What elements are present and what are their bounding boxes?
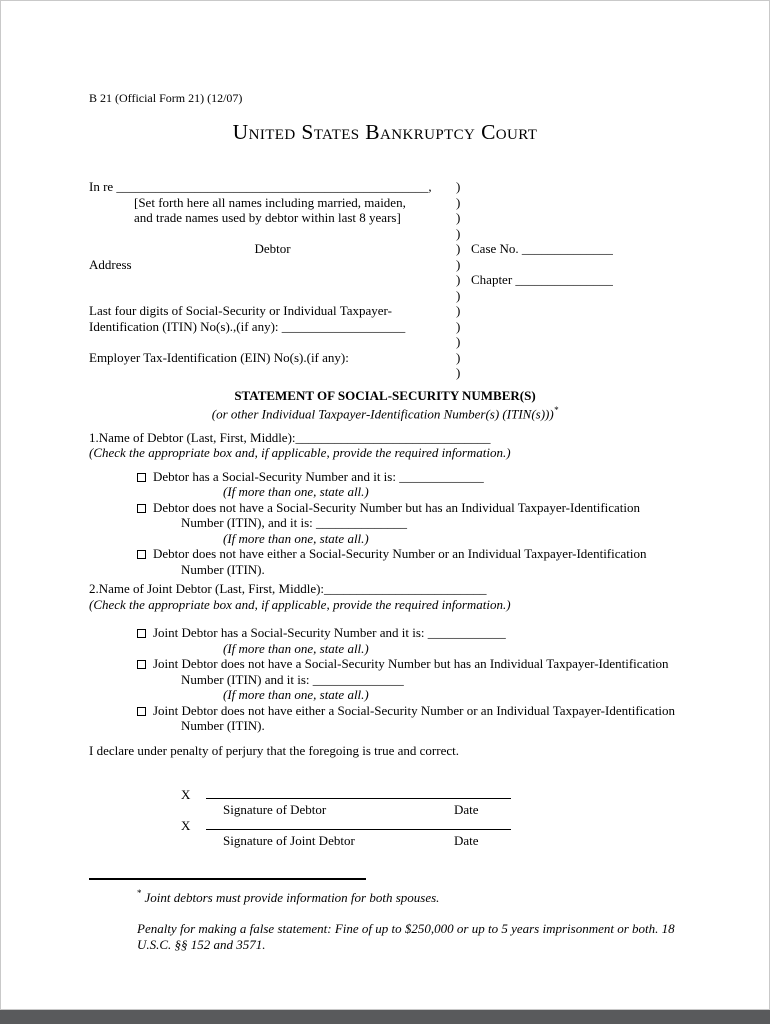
option-label: Debtor has a Social-Security Number and it is: _____________: [153, 468, 484, 484]
caption-paren: ): [456, 225, 461, 241]
caption-row: [89, 303, 681, 319]
caption-paren: ): [456, 256, 461, 272]
caption-row: [89, 272, 681, 288]
option-label-continued: Number (ITIN), and it is: ______________: [181, 515, 408, 531]
option-row: [137, 656, 681, 672]
spouses-footnote-text: Joint debtors must provide information for both spouses.: [144, 889, 440, 905]
joint-debtor-signature-row: [181, 817, 681, 833]
perjury-declaration: I declare under penalty of perjury that the foregoing is true and correct.: [89, 742, 459, 758]
caption-row: [89, 226, 681, 242]
signature-x-label: X: [181, 787, 191, 803]
option-note: (If more than one, state all.): [223, 530, 369, 546]
option-label: Joint Debtor does not have a Social-Security Number but has an Individual Taxpayer-Identification: [153, 656, 669, 672]
caption-paren: ): [456, 349, 461, 365]
option-row: [137, 469, 681, 485]
caption-right: [471, 303, 681, 319]
section2-options: [89, 625, 681, 734]
option-label-continued: Number (ITIN).: [181, 561, 265, 577]
caption-spacer: [89, 365, 456, 381]
debtor-signature-line[interactable]: [206, 786, 511, 799]
joint-debtor-signature-caption: [223, 833, 681, 849]
caption-row: [89, 179, 681, 195]
option-label: Joint Debtor does not have either a Social-Security Number or an Individual Taxpayer-Identification: [153, 702, 676, 718]
joint-debtor-no-number-checkbox[interactable]: [137, 707, 146, 716]
option-row: [137, 703, 681, 719]
joint-debtor-has-ssn-checkbox[interactable]: [137, 629, 146, 638]
statement-subtitle: [89, 403, 681, 422]
caption-right: [471, 288, 681, 304]
alias-instruction-line-1: [Set forth here all names including married, maiden,: [134, 194, 406, 210]
caption-row: [89, 350, 681, 366]
debtor-name-field: 1.Name of Debtor (Last, First, Middle):______________________________: [89, 429, 491, 445]
option-note: (If more than one, state all.): [223, 640, 369, 656]
option-row: [137, 500, 681, 516]
caption-row: [89, 288, 681, 304]
signature-block: [89, 786, 681, 848]
footnote-marker: *: [137, 888, 142, 899]
section2-instruction: (Check the appropriate box and, if applicable, provide the required information.): [89, 596, 511, 612]
caption-paren: ): [456, 194, 461, 210]
option-row: [137, 546, 681, 562]
statement-subtitle-text: (or other Individual Taxpayer-Identification Number(s) (ITIN(s))): [211, 406, 554, 422]
caption-paren: ): [456, 303, 461, 318]
in-re-line: In re ________________________________________________,: [89, 179, 432, 194]
caption-block: [89, 179, 681, 381]
caption-row: [89, 319, 681, 335]
joint-debtor-itin-checkbox[interactable]: [137, 660, 146, 669]
penalty-footnote-line-1: Penalty for making a false statement: Fine of up to $250,000 or up to 5 years imprisonment or both. 18: [137, 921, 675, 937]
address-label: Address: [89, 256, 132, 272]
caption-paren: ): [456, 179, 461, 194]
option-note: (If more than one, state all.): [223, 484, 369, 500]
ssn-last4-line-2: Identification (ITIN) No(s).,(if any): ___________________: [89, 318, 406, 334]
option-label: Debtor does not have a Social-Security Number but has an Individual Taxpayer-Identification: [153, 499, 641, 515]
ein-line: Employer Tax-Identification (EIN) No(s).(if any):: [89, 349, 349, 365]
caption-right: [471, 350, 681, 366]
caption-spacer: [89, 226, 456, 242]
footnote-marker: *: [553, 405, 559, 415]
page-title: United States Bankruptcy Court: [232, 120, 538, 144]
footnote-separator: [89, 878, 366, 880]
spouses-footnote: [137, 886, 681, 905]
form-id: B 21 (Official Form 21) (12/07): [89, 91, 243, 105]
caption-row: [89, 241, 681, 257]
chapter-field: Chapter _______________: [471, 272, 613, 287]
section1-options: [89, 469, 681, 578]
caption-paren: ): [456, 287, 461, 303]
caption-right: [471, 257, 681, 273]
caption-right: [471, 210, 681, 226]
debtor-signature-row: [181, 786, 681, 802]
ssn-last4-line-1: Last four digits of Social-Security or Individual Taxpayer-: [89, 303, 392, 318]
option-label: Debtor does not have either a Social-Security Number or an Individual Taxpayer-Identification: [153, 546, 647, 562]
caption-right: [471, 195, 681, 211]
caption-row: [89, 334, 681, 350]
caption-spacer: [89, 288, 456, 304]
caption-paren: ): [456, 365, 461, 380]
caption-row: [89, 195, 681, 211]
option-note: (If more than one, state all.): [223, 687, 369, 703]
caption-paren: ): [456, 241, 461, 256]
debtor-signature-caption: [223, 802, 681, 818]
caption-right: [471, 319, 681, 335]
caption-row: [89, 257, 681, 273]
caption-paren: ): [456, 334, 461, 349]
option-label-continued: Number (ITIN).: [181, 718, 265, 734]
signature-caption-label: Signature of Debtor: [223, 801, 327, 817]
option-row: [137, 625, 681, 641]
caption-spacer: [89, 272, 456, 288]
penalty-footnote: [137, 921, 681, 952]
debtor-label: Debtor: [254, 241, 291, 256]
caption-spacer: [89, 334, 456, 350]
date-label: Date: [454, 801, 479, 817]
case-no-field: Case No. ______________: [471, 241, 613, 256]
signature-caption-label: Signature of Joint Debtor: [223, 832, 355, 848]
caption-right: [471, 226, 681, 242]
alias-instruction-line-2: and trade names used by debtor within last 8 years]: [134, 210, 401, 225]
debtor-no-number-checkbox[interactable]: [137, 550, 146, 559]
debtor-itin-checkbox[interactable]: [137, 504, 146, 513]
debtor-has-ssn-checkbox[interactable]: [137, 473, 146, 482]
option-label: Joint Debtor has a Social-Security Number and it is: ____________: [153, 625, 506, 641]
caption-row: [89, 210, 681, 226]
section1-instruction: (Check the appropriate box and, if applicable, provide the required information.): [89, 445, 511, 461]
date-label: Date: [454, 832, 479, 848]
caption-paren: ): [456, 210, 461, 225]
caption-paren: ): [456, 272, 461, 287]
caption-row: [89, 365, 681, 381]
joint-debtor-name-field: 2.Name of Joint Debtor (Last, First, Middle):_________________________: [89, 581, 487, 597]
caption-paren: ): [456, 318, 461, 334]
penalty-footnote-line-2: U.S.C. §§ 152 and 3571.: [137, 936, 266, 952]
statement-title: STATEMENT OF SOCIAL-SECURITY NUMBER(S): [234, 387, 536, 403]
signature-x-label: X: [181, 818, 191, 834]
caption-right: [471, 334, 681, 350]
caption-right: [471, 365, 681, 381]
caption-right: [471, 179, 681, 195]
option-label-continued: Number (ITIN) and it is: ______________: [181, 671, 404, 687]
joint-debtor-signature-line[interactable]: [206, 817, 511, 830]
